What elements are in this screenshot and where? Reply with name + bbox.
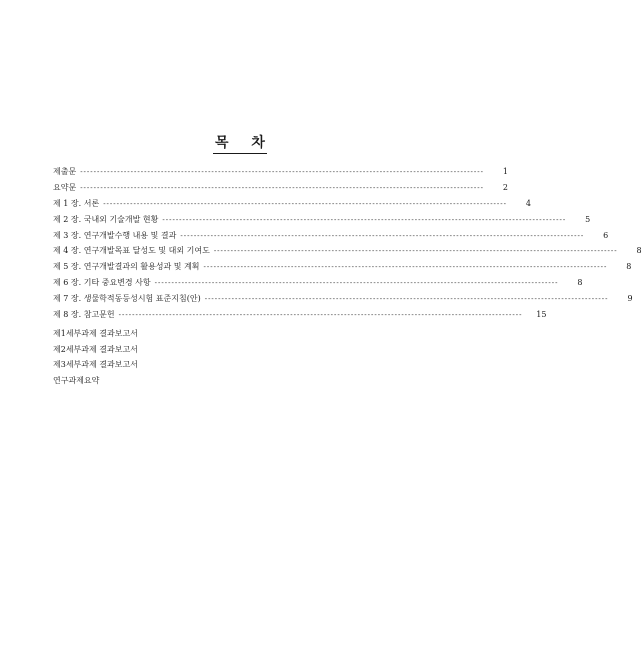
toc-entry-page: 1 — [502, 167, 509, 176]
toc-entry[interactable] — [53, 166, 509, 182]
toc-entry-label: 제 6 장. 기타 중요변경 사항 — [53, 278, 151, 288]
toc-entry-label: 제 4 장. 연구개발목표 달성도 및 대외 기여도 — [53, 246, 210, 256]
toc-entry[interactable] — [53, 309, 547, 325]
toc-leader: ------------------------------------------------------------------------------------------------------------------------ — [154, 279, 559, 288]
toc-entry[interactable] — [53, 198, 532, 214]
toc-entry-page: 2 — [502, 182, 509, 192]
toc-leader: ------------------------------------------------------------------------------------------------------------------------ — [80, 168, 485, 176]
appendix-item[interactable]: 제2세부과제 결과보고서 — [53, 344, 138, 354]
toc-entry[interactable] — [53, 277, 583, 293]
toc-entry-label: 제 7 장. 생물학적동등성시험 표준지침(안) — [53, 294, 201, 304]
toc-entry-page: 8 — [626, 262, 632, 272]
toc-entry-label: 제 5 장. 연구개발결과의 활용성과 및 계획 — [53, 262, 200, 272]
toc-entry-page: 5 — [585, 214, 591, 224]
toc-entry-page: 6 — [603, 230, 609, 240]
toc-entry-page: 4 — [525, 198, 532, 208]
toc-leader: ------------------------------------------------------------------------------------------------------------------------ — [103, 199, 508, 208]
toc-entry-label: 제 8 장. 참고문헌 — [53, 310, 115, 320]
page-title — [0, 132, 480, 154]
toc-leader: ------------------------------------------------------------------------------------------------------------------------ — [203, 263, 608, 272]
toc-entry[interactable] — [53, 293, 633, 309]
toc-entry[interactable] — [53, 261, 632, 277]
toc-entry-page: 9 — [627, 294, 633, 304]
toc-entry-label: 제 3 장. 연구개발수행 내용 및 결과 — [53, 230, 177, 240]
toc-entry[interactable] — [53, 214, 591, 230]
toc-leader: ------------------------------------------------------------------------------------------------------------------------ — [180, 231, 585, 240]
appendix-list — [53, 326, 353, 388]
toc-leader: ------------------------------------------------------------------------------------------------------------------------ — [213, 247, 618, 256]
toc-entry[interactable] — [53, 245, 642, 261]
toc-entry-page: 15 — [536, 310, 547, 320]
toc-entry-label: 제 1 장. 서론 — [53, 198, 100, 208]
toc-leader: ------------------------------------------------------------------------------------------------------------------------ — [118, 311, 523, 320]
toc-leader: ------------------------------------------------------------------------------------------------------------------------ — [162, 215, 567, 224]
toc-entry-page: 8 — [577, 278, 583, 288]
toc-entry[interactable] — [53, 230, 609, 246]
appendix-item[interactable]: 제3세부과제 결과보고서 — [53, 360, 138, 369]
toc-leader: ------------------------------------------------------------------------------------------------------------------------ — [80, 183, 485, 192]
page-title-text: 목 차 — [213, 132, 267, 154]
toc-entry-label: 제 2 장. 국내외 기술개발 현황 — [53, 214, 159, 224]
appendix-item[interactable]: 연구과제요약 — [53, 375, 100, 385]
appendix-item[interactable]: 제1세부과제 결과보고서 — [53, 329, 138, 338]
toc-entry-page: 8 — [636, 246, 642, 256]
toc-leader: ------------------------------------------------------------------------------------------------------------------------ — [204, 295, 609, 304]
toc-entry-label: 요약문 — [53, 182, 77, 192]
toc-entry-label: 제출문 — [53, 167, 77, 176]
toc-entry[interactable] — [53, 182, 509, 198]
table-of-contents — [53, 166, 642, 325]
